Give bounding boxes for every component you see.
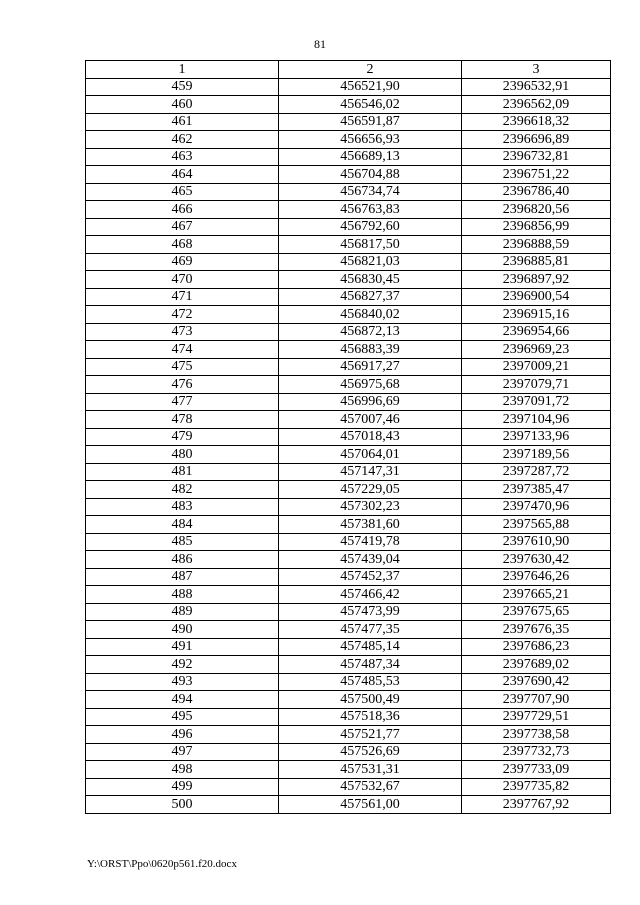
x-coordinate-cell: 457526,69 xyxy=(279,743,462,761)
x-coordinate-cell: 457018,43 xyxy=(279,428,462,446)
y-coordinate-cell: 2397385,47 xyxy=(462,481,611,499)
table-row xyxy=(86,253,611,271)
point-number-cell: 488 xyxy=(86,586,279,604)
x-coordinate-cell: 457485,14 xyxy=(279,638,462,656)
table-row xyxy=(86,131,611,149)
y-coordinate-cell: 2396786,40 xyxy=(462,183,611,201)
point-number-cell: 477 xyxy=(86,393,279,411)
point-number-cell: 465 xyxy=(86,183,279,201)
table-row xyxy=(86,481,611,499)
table-row xyxy=(86,393,611,411)
table-row xyxy=(86,621,611,639)
point-number-cell: 468 xyxy=(86,236,279,254)
y-coordinate-cell: 2397690,42 xyxy=(462,673,611,691)
y-coordinate-cell: 2396856,99 xyxy=(462,218,611,236)
table-row xyxy=(86,411,611,429)
table-row xyxy=(86,113,611,131)
table-row xyxy=(86,341,611,359)
table-row xyxy=(86,551,611,569)
point-number-cell: 463 xyxy=(86,148,279,166)
x-coordinate-cell: 456840,02 xyxy=(279,306,462,324)
table-row xyxy=(86,603,611,621)
y-coordinate-cell: 2396751,22 xyxy=(462,166,611,184)
point-number-cell: 486 xyxy=(86,551,279,569)
x-coordinate-cell: 457473,99 xyxy=(279,603,462,621)
table-row xyxy=(86,656,611,674)
y-coordinate-cell: 2397675,65 xyxy=(462,603,611,621)
y-coordinate-cell: 2397729,51 xyxy=(462,708,611,726)
table-row xyxy=(86,586,611,604)
x-coordinate-cell: 457532,67 xyxy=(279,778,462,796)
point-number-cell: 481 xyxy=(86,463,279,481)
point-number-cell: 466 xyxy=(86,201,279,219)
x-coordinate-cell: 456917,27 xyxy=(279,358,462,376)
table-row xyxy=(86,743,611,761)
y-coordinate-cell: 2396897,92 xyxy=(462,271,611,289)
x-coordinate-cell: 457531,31 xyxy=(279,761,462,779)
x-coordinate-cell: 457419,78 xyxy=(279,533,462,551)
table-header-row xyxy=(86,61,611,79)
point-number-cell: 489 xyxy=(86,603,279,621)
point-number-cell: 464 xyxy=(86,166,279,184)
point-number-cell: 500 xyxy=(86,796,279,814)
footer-file-path: Y:\ORST\Ppo\0620p561.f20.docx xyxy=(87,858,237,870)
x-coordinate-cell: 456975,68 xyxy=(279,376,462,394)
x-coordinate-cell: 456883,39 xyxy=(279,341,462,359)
x-coordinate-cell: 456792,60 xyxy=(279,218,462,236)
table-row xyxy=(86,428,611,446)
point-number-cell: 475 xyxy=(86,358,279,376)
x-coordinate-cell: 457381,60 xyxy=(279,516,462,534)
x-coordinate-cell: 456763,83 xyxy=(279,201,462,219)
y-coordinate-cell: 2397009,21 xyxy=(462,358,611,376)
x-coordinate-cell: 457518,36 xyxy=(279,708,462,726)
table-row xyxy=(86,638,611,656)
table-row xyxy=(86,166,611,184)
table-row xyxy=(86,288,611,306)
point-number-cell: 496 xyxy=(86,726,279,744)
point-number-cell: 474 xyxy=(86,341,279,359)
table-row xyxy=(86,463,611,481)
point-number-cell: 490 xyxy=(86,621,279,639)
table-row xyxy=(86,533,611,551)
x-coordinate-cell: 456996,69 xyxy=(279,393,462,411)
x-coordinate-cell: 457561,00 xyxy=(279,796,462,814)
table-row xyxy=(86,673,611,691)
y-coordinate-cell: 2397733,09 xyxy=(462,761,611,779)
x-coordinate-cell: 456830,45 xyxy=(279,271,462,289)
table-row xyxy=(86,306,611,324)
y-coordinate-cell: 2396885,81 xyxy=(462,253,611,271)
y-coordinate-cell: 2396888,59 xyxy=(462,236,611,254)
x-coordinate-cell: 457466,42 xyxy=(279,586,462,604)
y-coordinate-cell: 2396915,16 xyxy=(462,306,611,324)
table-row xyxy=(86,778,611,796)
point-number-cell: 462 xyxy=(86,131,279,149)
table-row xyxy=(86,218,611,236)
table-row xyxy=(86,376,611,394)
y-coordinate-cell: 2397287,72 xyxy=(462,463,611,481)
y-coordinate-cell: 2397738,58 xyxy=(462,726,611,744)
table-row xyxy=(86,78,611,96)
point-number-cell: 497 xyxy=(86,743,279,761)
point-number-cell: 478 xyxy=(86,411,279,429)
point-number-cell: 499 xyxy=(86,778,279,796)
y-coordinate-cell: 2397630,42 xyxy=(462,551,611,569)
y-coordinate-cell: 2397676,35 xyxy=(462,621,611,639)
point-number-cell: 492 xyxy=(86,656,279,674)
y-coordinate-cell: 2397470,96 xyxy=(462,498,611,516)
point-number-cell: 483 xyxy=(86,498,279,516)
x-coordinate-cell: 456521,90 xyxy=(279,78,462,96)
point-number-cell: 485 xyxy=(86,533,279,551)
x-coordinate-cell: 456821,03 xyxy=(279,253,462,271)
table-row xyxy=(86,148,611,166)
table-row xyxy=(86,183,611,201)
x-coordinate-cell: 457439,04 xyxy=(279,551,462,569)
x-coordinate-cell: 456817,50 xyxy=(279,236,462,254)
point-number-cell: 491 xyxy=(86,638,279,656)
table-row xyxy=(86,358,611,376)
point-number-cell: 471 xyxy=(86,288,279,306)
point-number-cell: 495 xyxy=(86,708,279,726)
table-row xyxy=(86,568,611,586)
x-coordinate-cell: 457302,23 xyxy=(279,498,462,516)
table-body xyxy=(86,78,611,813)
y-coordinate-cell: 2397767,92 xyxy=(462,796,611,814)
point-number-cell: 473 xyxy=(86,323,279,341)
table-row xyxy=(86,691,611,709)
point-number-cell: 484 xyxy=(86,516,279,534)
page-number: 81 xyxy=(314,37,326,51)
x-coordinate-cell: 456546,02 xyxy=(279,96,462,114)
y-coordinate-cell: 2396696,89 xyxy=(462,131,611,149)
point-number-cell: 459 xyxy=(86,78,279,96)
x-coordinate-cell: 456734,74 xyxy=(279,183,462,201)
y-coordinate-cell: 2397646,26 xyxy=(462,568,611,586)
x-coordinate-cell: 456704,88 xyxy=(279,166,462,184)
y-coordinate-cell: 2396900,54 xyxy=(462,288,611,306)
table-row xyxy=(86,201,611,219)
x-coordinate-cell: 457064,01 xyxy=(279,446,462,464)
x-coordinate-cell: 457485,53 xyxy=(279,673,462,691)
x-coordinate-cell: 457487,34 xyxy=(279,656,462,674)
point-number-cell: 498 xyxy=(86,761,279,779)
y-coordinate-cell: 2397610,90 xyxy=(462,533,611,551)
y-coordinate-cell: 2396732,81 xyxy=(462,148,611,166)
x-coordinate-cell: 457007,46 xyxy=(279,411,462,429)
x-coordinate-cell: 456656,93 xyxy=(279,131,462,149)
y-coordinate-cell: 2396954,66 xyxy=(462,323,611,341)
table-row xyxy=(86,726,611,744)
x-coordinate-cell: 457477,35 xyxy=(279,621,462,639)
point-number-cell: 494 xyxy=(86,691,279,709)
y-coordinate-cell: 2397707,90 xyxy=(462,691,611,709)
point-number-cell: 470 xyxy=(86,271,279,289)
y-coordinate-cell: 2397104,96 xyxy=(462,411,611,429)
table-row xyxy=(86,446,611,464)
table-row xyxy=(86,796,611,814)
point-number-cell: 476 xyxy=(86,376,279,394)
table-row xyxy=(86,323,611,341)
point-number-cell: 472 xyxy=(86,306,279,324)
y-coordinate-cell: 2397686,23 xyxy=(462,638,611,656)
x-coordinate-cell: 456591,87 xyxy=(279,113,462,131)
point-number-cell: 479 xyxy=(86,428,279,446)
y-coordinate-cell: 2397565,88 xyxy=(462,516,611,534)
y-coordinate-cell: 2396969,23 xyxy=(462,341,611,359)
y-coordinate-cell: 2396820,56 xyxy=(462,201,611,219)
y-coordinate-cell: 2397689,02 xyxy=(462,656,611,674)
x-coordinate-cell: 457147,31 xyxy=(279,463,462,481)
y-coordinate-cell: 2397189,56 xyxy=(462,446,611,464)
y-coordinate-cell: 2396532,91 xyxy=(462,78,611,96)
column-header: 2 xyxy=(279,61,462,79)
y-coordinate-cell: 2397732,73 xyxy=(462,743,611,761)
column-header: 1 xyxy=(86,61,279,79)
y-coordinate-cell: 2397665,21 xyxy=(462,586,611,604)
column-header: 3 xyxy=(462,61,611,79)
y-coordinate-cell: 2397735,82 xyxy=(462,778,611,796)
point-number-cell: 469 xyxy=(86,253,279,271)
table-row xyxy=(86,236,611,254)
y-coordinate-cell: 2397079,71 xyxy=(462,376,611,394)
point-number-cell: 467 xyxy=(86,218,279,236)
point-number-cell: 482 xyxy=(86,481,279,499)
point-number-cell: 487 xyxy=(86,568,279,586)
y-coordinate-cell: 2397091,72 xyxy=(462,393,611,411)
y-coordinate-cell: 2396562,09 xyxy=(462,96,611,114)
table-row xyxy=(86,761,611,779)
x-coordinate-cell: 457229,05 xyxy=(279,481,462,499)
x-coordinate-cell: 456827,37 xyxy=(279,288,462,306)
x-coordinate-cell: 457500,49 xyxy=(279,691,462,709)
x-coordinate-cell: 456872,13 xyxy=(279,323,462,341)
x-coordinate-cell: 457521,77 xyxy=(279,726,462,744)
coordinates-table xyxy=(85,60,611,814)
x-coordinate-cell: 456689,13 xyxy=(279,148,462,166)
table-row xyxy=(86,516,611,534)
point-number-cell: 460 xyxy=(86,96,279,114)
table-row xyxy=(86,271,611,289)
table-row xyxy=(86,96,611,114)
x-coordinate-cell: 457452,37 xyxy=(279,568,462,586)
point-number-cell: 461 xyxy=(86,113,279,131)
y-coordinate-cell: 2396618,32 xyxy=(462,113,611,131)
point-number-cell: 480 xyxy=(86,446,279,464)
point-number-cell: 493 xyxy=(86,673,279,691)
y-coordinate-cell: 2397133,96 xyxy=(462,428,611,446)
table-row xyxy=(86,498,611,516)
table-row xyxy=(86,708,611,726)
